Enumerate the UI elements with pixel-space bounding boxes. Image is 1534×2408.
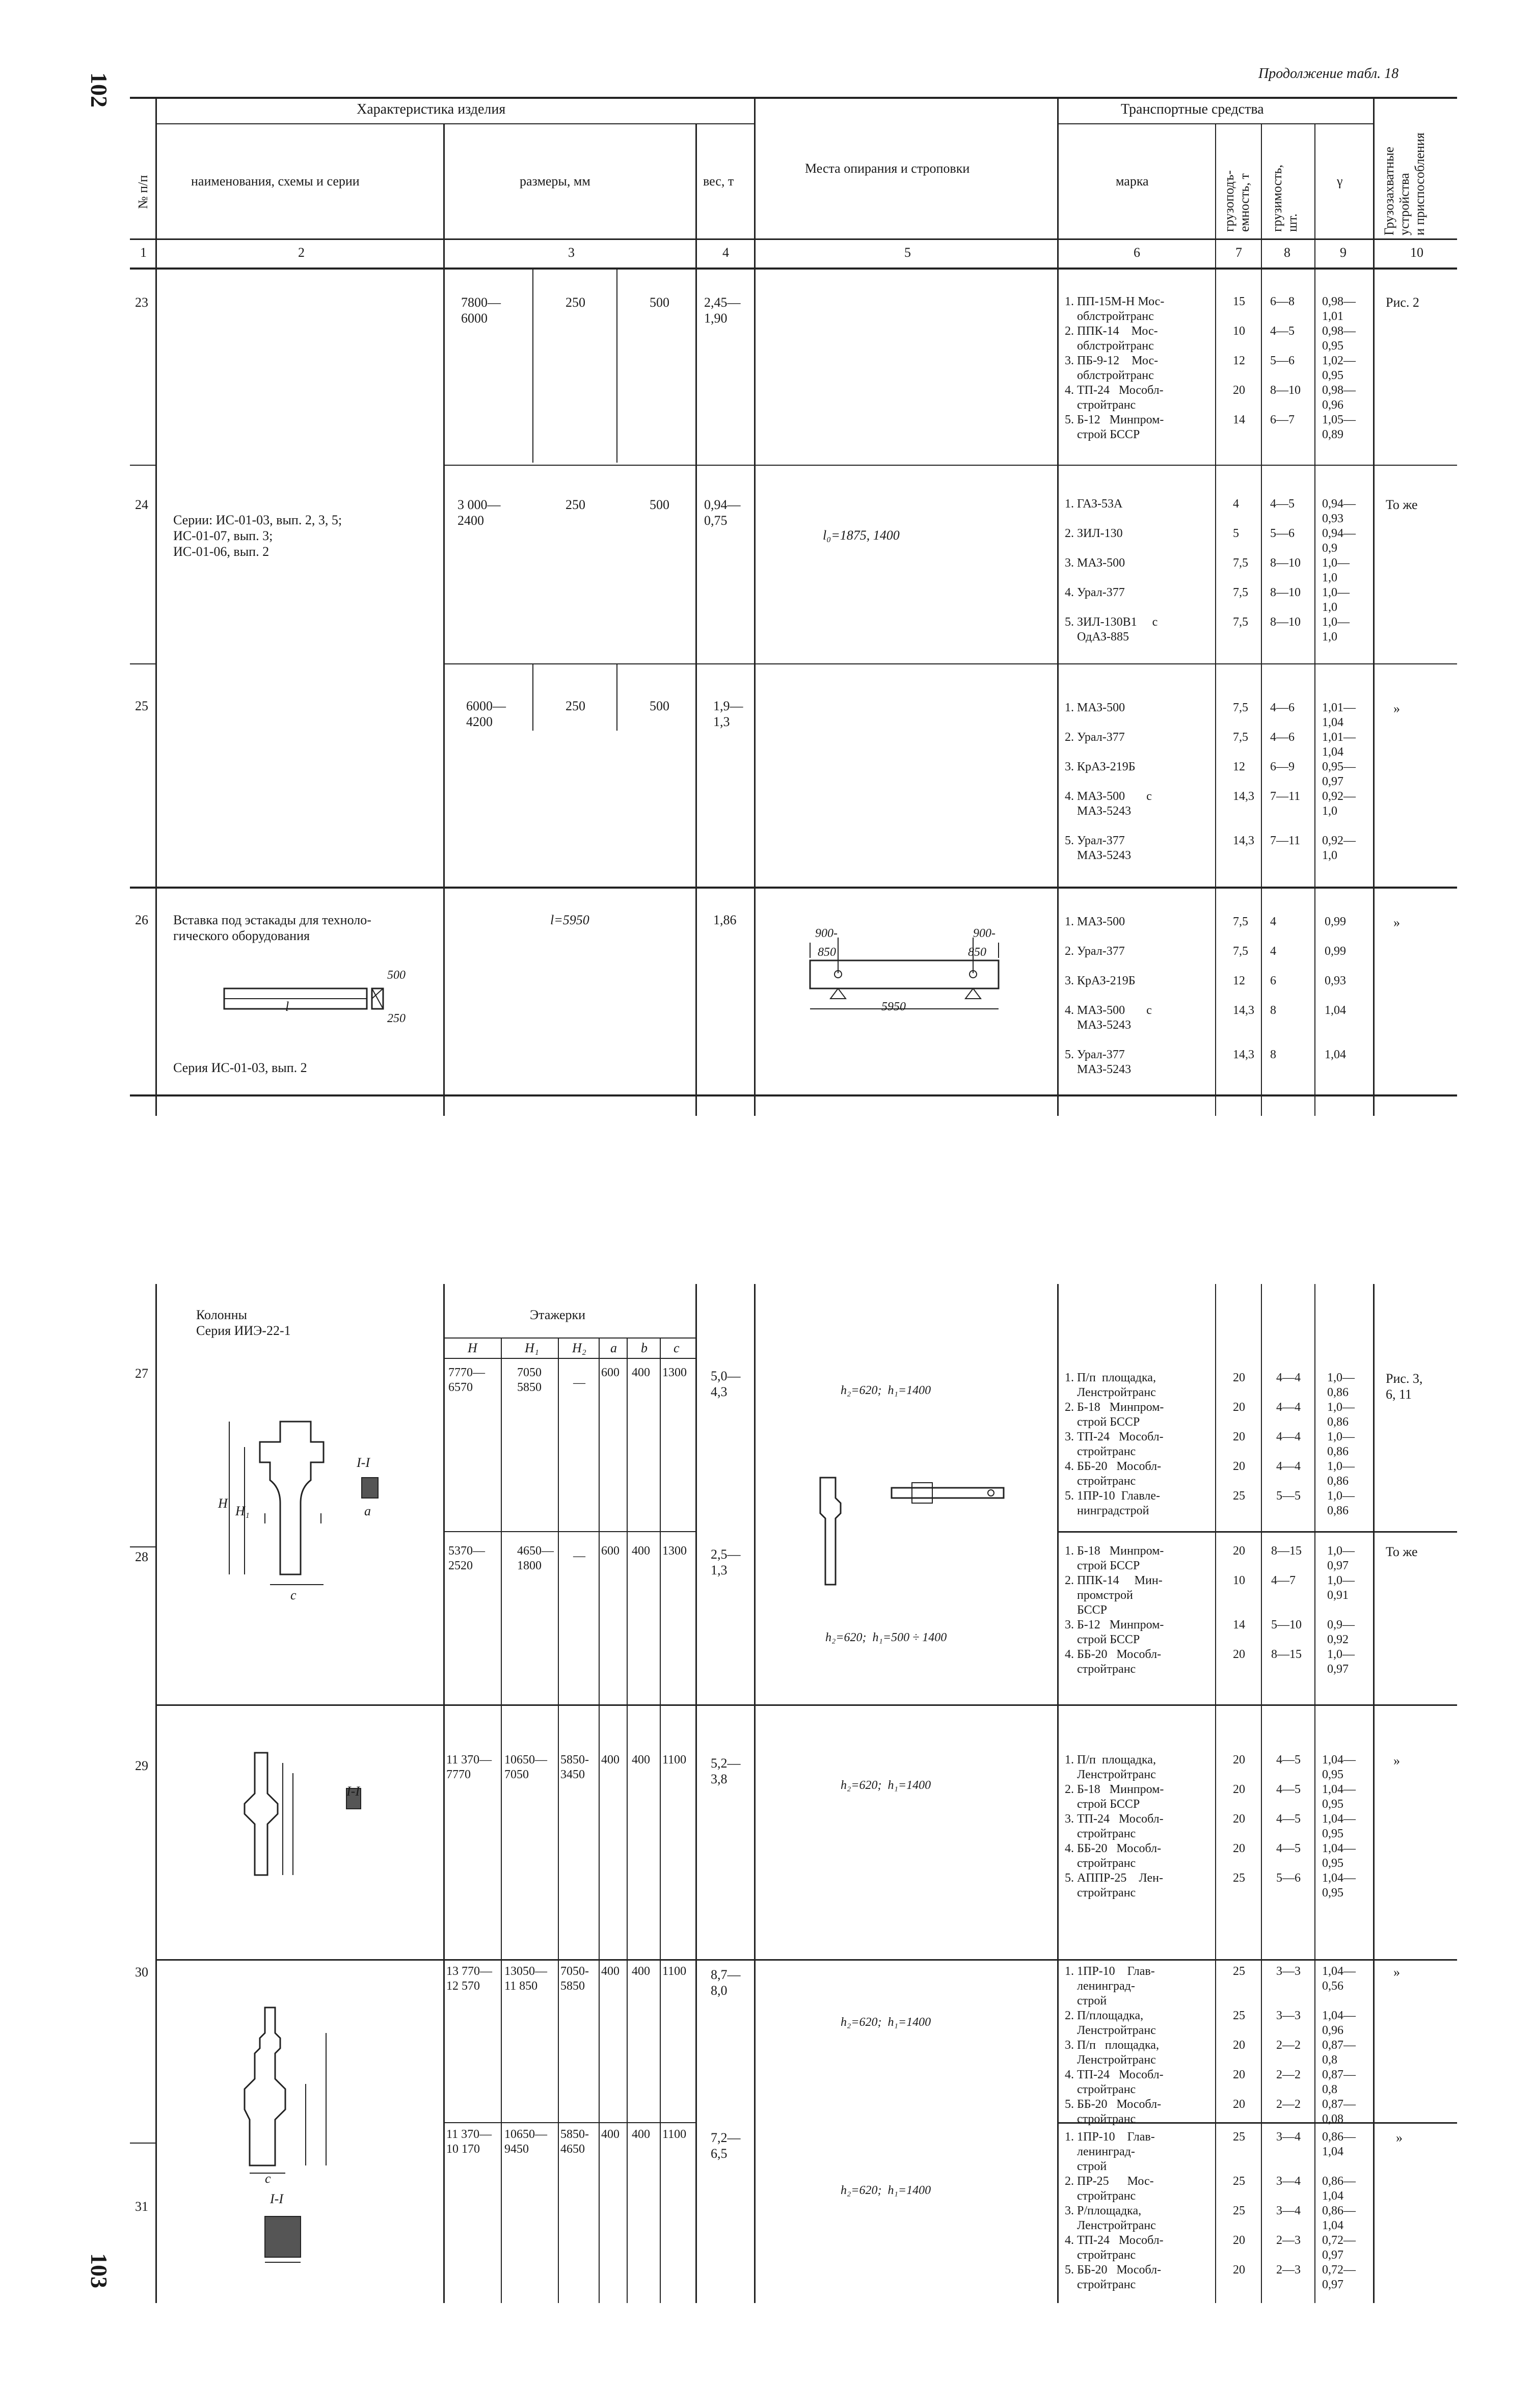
series-text: Серии: ИС-01-03, вып. 2, 3, 5; ИС-01-07, вып. 3; ИС-01-06, вып. 2	[173, 513, 342, 559]
column-drawing-30	[214, 2002, 377, 2176]
fig26-d4: 850	[968, 946, 986, 959]
column-drawing-29	[239, 1748, 413, 1880]
fig26-h-label: 500	[387, 969, 406, 982]
fig26-d2: 850	[818, 946, 836, 959]
page-number-top: 102	[86, 72, 112, 108]
fig26-w-label: 250	[387, 1012, 406, 1025]
header-transport: Транспортные средства	[1121, 101, 1264, 117]
fig-a-label: a	[364, 1504, 371, 1518]
fig30-c-label: c	[265, 2171, 271, 2186]
beam-scheme-drawing	[805, 927, 1019, 1029]
insert-element-drawing	[219, 978, 402, 1039]
header-name: наименования, схемы и серии	[191, 174, 360, 189]
header-weight: вес, т	[703, 174, 734, 189]
header-gamma: γ	[1337, 174, 1343, 189]
continuation-label: Продолжение табл. 18	[1258, 66, 1399, 82]
header-product: Характеристика изделия	[357, 101, 506, 117]
fig26-len: 5950	[881, 1000, 906, 1013]
etazh-label: Этажерки	[530, 1307, 586, 1322]
fig26-l-label: l	[285, 999, 289, 1014]
header-devices: Грузозахватные устройства и приспособления	[1382, 132, 1427, 235]
header-places: Места опирания и строповки	[805, 161, 970, 176]
header-brand: марка	[1116, 174, 1149, 189]
fig-h-label: H	[218, 1496, 228, 1511]
fig26-d3: 900-	[973, 927, 995, 940]
header-capacity: грузоподъ- емность, т	[1222, 170, 1252, 232]
header-load: грузимость, шт.	[1270, 165, 1300, 232]
section-drawing-31	[255, 2206, 326, 2267]
fig-c-label: c	[290, 1588, 297, 1602]
section-label-27: I-I	[357, 1455, 370, 1470]
header-num: № п/п	[136, 175, 150, 209]
section-label-29: I-I	[346, 1784, 360, 1799]
page-number-bottom: 103	[86, 2253, 112, 2288]
columns-title: Колонны Серия ИИЭ-22-1	[196, 1307, 291, 1338]
fig-h1-label: H₁	[235, 1504, 250, 1518]
l0-text: l₀=1875, 1400	[823, 528, 900, 543]
lifting-scheme-drawing	[815, 1467, 1019, 1590]
fig26-d1: 900-	[815, 927, 838, 940]
section-label-31: I-I	[270, 2191, 283, 2206]
header-size: размеры, мм	[520, 174, 590, 189]
